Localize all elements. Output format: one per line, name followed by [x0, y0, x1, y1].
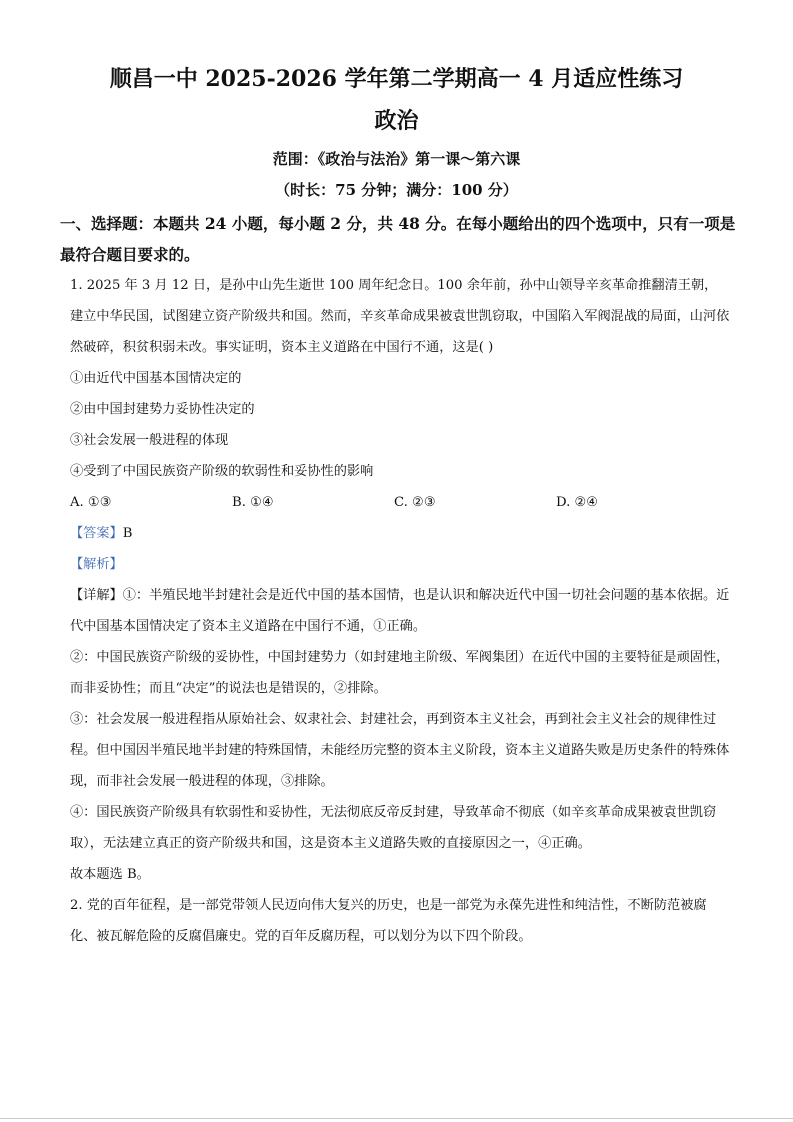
conclusion-line: 故本题选 B。	[70, 867, 150, 882]
section-heading: 一、选择题：本题共 24 小题，每小题 2 分，共 48 分。在每小题给出的四个选项中，只有一项是最符合题目要求的。	[60, 214, 736, 264]
statement-item: ①由近代中国基本国情决定的	[70, 371, 242, 386]
option-d: D. ②④	[556, 495, 599, 510]
scope-line: 范围：《政治与法治》第一课～第六课	[272, 150, 521, 168]
statement-item: ④受到了中国民族资产阶级的软弱性和妥协性的影响	[70, 464, 374, 479]
answer-options	[70, 487, 730, 518]
detail-paragraph: ③：社会发展一般进程指从原始社会、奴隶社会、封建社会，再到资本主义社会，再到社会主义社会的规律性过程。但中国因半殖民地半封建的特殊国情，未能经历完整的资本主义阶段，资本主义道路失败是历史条件的特殊体现，而非社会发展一般进程的体现，③排除。	[70, 712, 730, 789]
detail-paragraph: ④：国民族资产阶级具有软弱性和妥协性，无法彻底反帝反封建，导致革命不彻底（如辛亥革命成果被袁世凯窃取），无法建立真正的资产阶级共和国，这是资本主义道路失败的直接原因之一，④正确。	[70, 805, 717, 851]
question-1-stem: 1. 2025 年 3 月 12 日，是孙中山先生逝世 100 周年纪念日。100 余年前，孙中山领导辛亥革命推翻清王朝，建立中华民国，试图建立资产阶级共和国。然而，辛亥革命成果被袁世凯窃取，中国陷入军阀混战的局面，山河依然破碎，积贫积弱未改。事实证明，资本主义道路在中国行不通，这是( )	[70, 278, 730, 355]
question-2-stem: 2. 党的百年征程，是一部党带领人民迈向伟大复兴的历史，也是一部党为永葆先进性和纯洁性，不断防范被腐化、被瓦解危险的反腐倡廉史。党的百年反腐历程，可以划分为以下四个阶段。	[70, 898, 707, 944]
analysis-tag: 【解析】	[70, 557, 123, 572]
detail-paragraph: ②：中国民族资产阶级的妥协性，中国封建势力（如封建地主阶级、军阀集团）在近代中国的主要特征是顽固性，而非妥协性；而且“决定”的说法也是错误的，②排除。	[70, 650, 730, 696]
subject-title: 政治	[374, 108, 419, 134]
answer-line	[70, 518, 730, 549]
option-b: B. ①④	[232, 495, 274, 510]
statement-item: ②由中国封建势力妥协性决定的	[70, 402, 255, 417]
option-c: C. ②③	[394, 495, 436, 510]
detail-paragraph: 【详解】①：半殖民地半封建社会是近代中国的基本国情，也是认识和解决近代中国一切社会问题的基本依据。近代中国基本国情决定了资本主义道路在中国行不通，①正确。	[70, 588, 730, 634]
answer-value: B	[122, 526, 133, 541]
answer-tag: 【答案】	[70, 526, 123, 541]
duration-line: （时长：75 分钟；满分：100 分）	[275, 181, 518, 199]
exam-title: 顺昌一中 2025-2026 学年第二学期高一 4 月适应性练习	[109, 66, 684, 92]
question-1	[70, 270, 730, 952]
page-bottom-rule	[0, 1118, 793, 1119]
statement-item: ③社会发展一般进程的体现	[70, 433, 229, 448]
option-a: A. ①③	[70, 495, 112, 510]
